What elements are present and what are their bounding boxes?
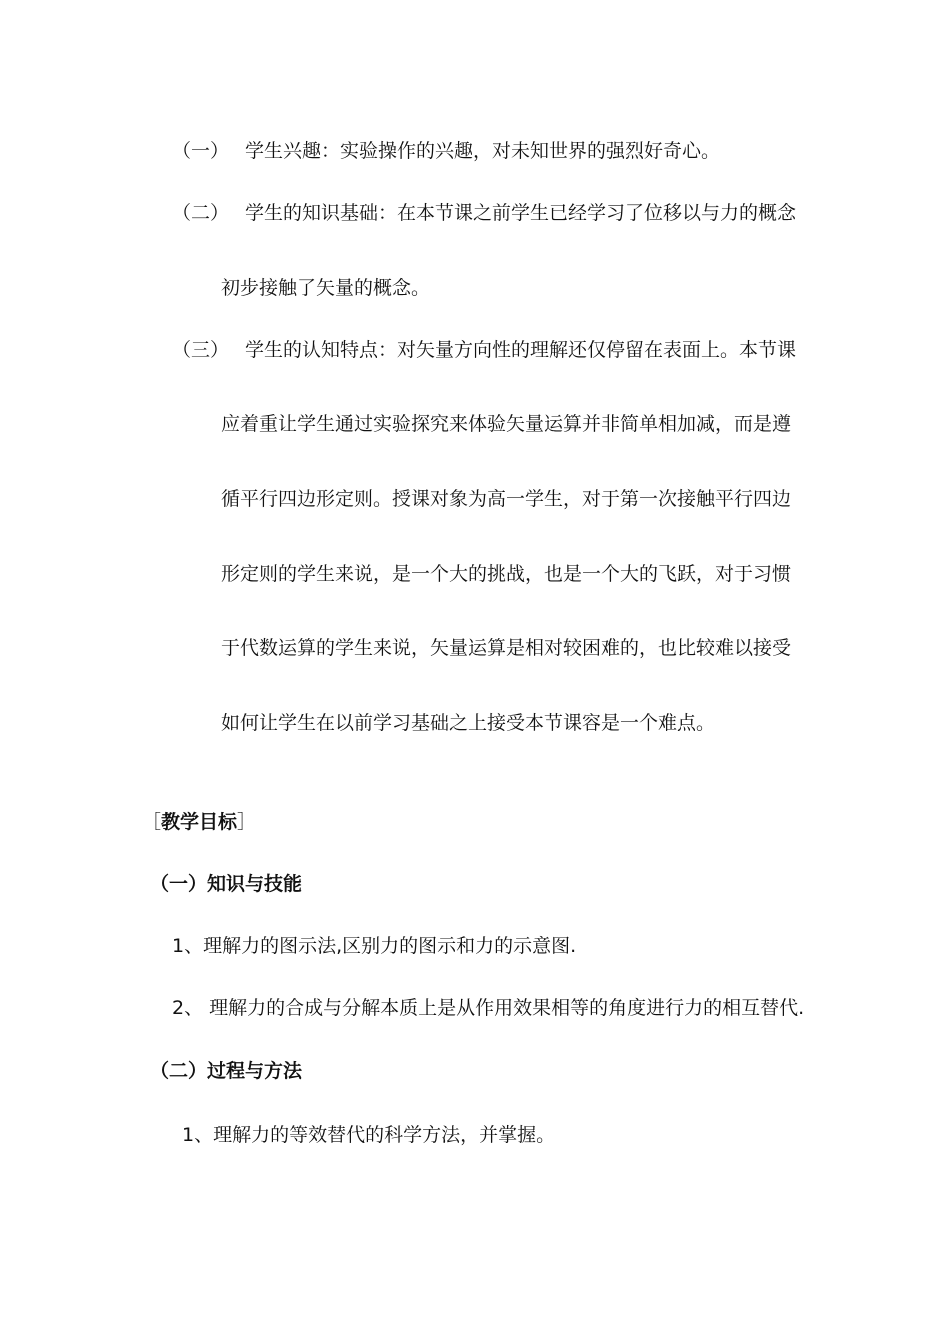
objectives-heading-text: 教学目标 [161,811,238,833]
objectives-heading [142,810,256,834]
item-2-number: （二） [172,202,230,224]
item-3-line-4: 形定则的学生来说，是一个大的挑战，也是一个大的飞跃，对于习惯 [221,563,792,585]
item-3-line-1: 学生的认知特点：对矢量方向性的理解还仅停留在表面上。本节课 [245,339,797,361]
item-1-line-1: 学生兴趣：实验操作的兴趣，对未知世界的强烈好奇心。 [245,140,721,162]
section-1-item-2: 2、 理解力的合成与分解本质上是从作用效果相等的角度进行力的相互替代. [172,997,805,1019]
section-2-title: （二）过程与方法 [150,1060,303,1082]
item-1-number: （一） [172,140,230,162]
item-3-line-6: 如何让学生在以前学习基础之上接受本节课容是一个难点。 [221,712,716,734]
item-2-line-1: 学生的知识基础：在本节课之前学生已经学习了位移以与力的概念 [245,202,797,224]
item-3-line-3: 循平行四边形定则。授课对象为高一学生，对于第一次接触平行四边 [221,488,792,510]
item-3-number: （三） [172,339,230,361]
item-3-line-5: 于代数运算的学生来说，矢量运算是相对较困难的，也比较难以接受 [221,637,792,659]
item-3-line-2: 应着重让学生通过实验探究来体验矢量运算并非简单相加减，而是遵 [221,413,792,435]
heading-bracket-close: ］ [237,811,257,833]
section-2-item-1: 1、理解力的等效替代的科学方法，并掌握。 [182,1124,556,1146]
item-2-line-2: 初步接触了矢量的概念。 [221,277,431,299]
section-1-title: （一）知识与技能 [150,873,303,895]
section-1-item-1: 1、理解力的图示法,区别力的图示和力的示意图. [172,935,577,957]
heading-bracket-open: ［ [142,811,162,833]
